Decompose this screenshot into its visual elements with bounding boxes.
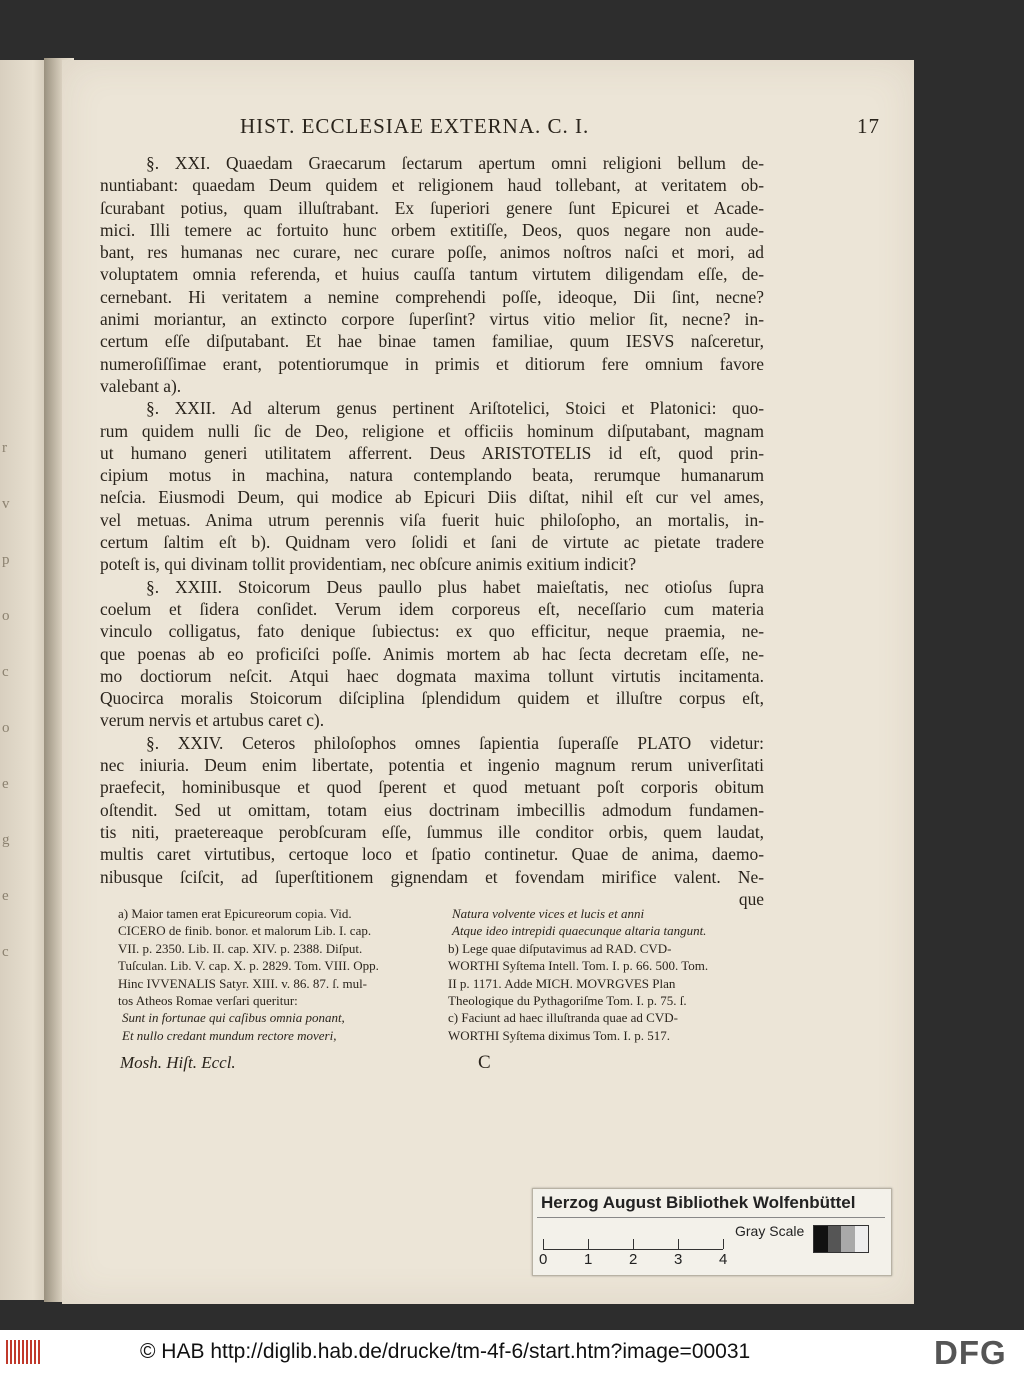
ruler-tick bbox=[723, 1239, 724, 1249]
footnote-line: CICERO de finib. bonor. et malorum Lib. I. cap. bbox=[118, 923, 372, 939]
library-name: Herzog August Bibliothek Wolfenbüttel bbox=[541, 1193, 856, 1212]
footnote-line: II p. 1171. Adde MICH. MOVRGVES Plan bbox=[448, 975, 676, 991]
text-line: ſcurabant potius, quam illuſtrabant. Ex ſuperiori genere ſunt Epicurei et Acade- bbox=[100, 197, 764, 218]
viewer-footer bbox=[0, 1330, 1024, 1374]
footnote-line: a) Maior tamen erat Epicureorum copia. Vid. bbox=[118, 906, 352, 921]
main-text bbox=[100, 152, 764, 910]
edge-letter: v bbox=[2, 496, 10, 512]
text-line: que poenas ab eo proficiſci poſſe. Animis mortem ab hac ſecta decretam eſſe, ne- bbox=[100, 643, 764, 664]
gray-swatch bbox=[814, 1226, 828, 1252]
facing-page-letters bbox=[2, 420, 22, 980]
footnote-line: Natura volvente vices et lucis et anni bbox=[452, 906, 645, 921]
ruler-tick bbox=[633, 1239, 634, 1249]
ruler-label: 1 bbox=[584, 1251, 593, 1268]
ruler-tick bbox=[543, 1239, 544, 1249]
edge-letter: e bbox=[2, 888, 9, 904]
edge-letter: p bbox=[2, 552, 10, 568]
ruler-tick bbox=[678, 1239, 679, 1249]
text-line: cernebant. Hi veritatem a nemine comprehendi poſſe, ideoque, Dii ſint, necne? bbox=[100, 286, 764, 307]
ruler-label: 0 bbox=[539, 1251, 548, 1268]
card-divider bbox=[537, 1217, 885, 1218]
text-line: vel metuas. Anima utrum perennis viſa fuerit huic philoſopho, an mortalis, in- bbox=[100, 509, 764, 530]
text-line: voluptatem omnia referenda, et huius cauſſa tantum virtutem diligendam eſſe, de- bbox=[100, 264, 764, 285]
text-line: tis niti, praetereaque perobſcuram eſſe, ſummus ille conditor orbis, quem laudat, bbox=[100, 821, 764, 842]
ruler-label: 3 bbox=[674, 1251, 683, 1268]
edge-letter: o bbox=[2, 720, 10, 736]
edge-letter: c bbox=[2, 664, 9, 680]
text-line: nec iniuria. Deum enim libertate, potentia et ingenio magnum rerum univerſitati bbox=[100, 755, 764, 776]
text-line: bant, res humanas nec curare, nec curare poſſe, animos noſtros naſci et mori, ad bbox=[100, 242, 764, 263]
ruler-label: 2 bbox=[629, 1251, 638, 1268]
text-line: nuntiabant: quaedam Deum quidem et religionem haud tollebant, at veritatem ob- bbox=[100, 175, 764, 196]
signature-mark: C bbox=[478, 1052, 491, 1073]
footnote-line: WORTHI Syſtema diximus Tom. I. p. 517. bbox=[448, 1027, 670, 1043]
hab-logo-icon bbox=[6, 1340, 40, 1364]
text-line: animi moriantur, an extincto corpore ſuperſint? virtus vitio melior ſit, necne? in- bbox=[100, 309, 764, 330]
text-line: ut humano generi utilitatem afferrent. Deus ARISTOTELIS id eſt, quod prin- bbox=[100, 442, 764, 463]
text-line: certum ſaltim eſt b). Quidnam vero ſolidi et ſani de virtute ac pietate tradere bbox=[100, 532, 764, 553]
footnote-line: c) Faciunt ad haec illuſtranda quae ad CVD- bbox=[448, 1010, 678, 1026]
edge-letter: g bbox=[2, 832, 10, 848]
gray-swatch bbox=[855, 1226, 869, 1252]
gray-swatch bbox=[828, 1226, 842, 1252]
footnote-line: b) Lege quae diſputavimus ad RAD. CVD- bbox=[448, 940, 672, 956]
edge-letter: e bbox=[2, 776, 9, 792]
text-line: mici. Illi temere ac fortuito hunc orbem extitiſſe, Deos, quos negare non aude- bbox=[100, 219, 764, 240]
text-line: poteſt is, qui divinam tollit providentiam, nec obſcure animis exitium indicit? bbox=[100, 554, 637, 575]
footnote-line: Atque ideo intrepidi quaecunque altaria tangunt. bbox=[452, 923, 707, 939]
text-line: nibusque ſciſcit, ad ſuperſtitionem gignendam et fovendam mirifice valent. Ne- bbox=[100, 866, 764, 887]
edge-letter: o bbox=[2, 608, 10, 624]
text-line: vinculo colligatus, fato denique ſubiectus: ex quo efficitur, neque praemia, ne- bbox=[100, 621, 764, 642]
text-line: §. XXIV. Ceteros philoſophos omnes ſapientia ſuperaſſe PLATO videtur: bbox=[146, 732, 764, 753]
footnote-line: Tuſculan. Lib. V. cap. X. p. 2829. Tom. VIII. Opp. bbox=[118, 958, 379, 974]
footnote-line: Hinc IVVENALIS Satyr. XIII. v. 86. 87. ſ. mul- bbox=[118, 975, 368, 991]
running-header bbox=[240, 114, 880, 144]
footnote-line: Sunt in fortunae qui caſibus omnia ponant, bbox=[122, 1010, 345, 1026]
text-line: que bbox=[738, 888, 764, 909]
book-page bbox=[62, 60, 914, 1304]
footnotes-right-column bbox=[448, 905, 768, 1044]
gray-scale-swatch bbox=[813, 1225, 869, 1253]
text-line: multis caret virtutibus, certoque loco et ſpatio continetur. Quae de anima, daemo- bbox=[100, 844, 764, 865]
running-title: HIST. ECCLESIAE EXTERNA. C. I. bbox=[240, 114, 590, 138]
footnotes-left-column bbox=[118, 905, 438, 1044]
text-line: neſcia. Eiusmodi Deum, qui modice ab Epicuri Diis diſtat, nihil eſt cur vel ames, bbox=[100, 487, 764, 508]
text-line: numeroſiſſimae erant, potentiorumque in primis et ditiorum fere omnium favore bbox=[100, 353, 764, 374]
text-line: coelum et ſidera conſidet. Verum idem corporeus eſt, neceſſario cum materia bbox=[100, 598, 764, 619]
footnote-line: tos Atheos Romae verſari queritur: bbox=[118, 993, 298, 1009]
ruler-label: 4 bbox=[719, 1251, 728, 1268]
text-line: Quocirca moralis Stoicorum diſciplina ſplendidum quidem et illuſtre corpus eſt, bbox=[100, 688, 764, 709]
text-line: oſtendit. Sed ut omittam, totam eius doctrinam imbecillis admodum fundamen- bbox=[100, 799, 764, 820]
gray-scale-label: Gray Scale bbox=[735, 1223, 805, 1239]
text-line: rum quidem nulli ſic de Deo, religione et officiis hominum diſputabant, magnam bbox=[100, 420, 764, 441]
edge-letter: r bbox=[2, 440, 7, 456]
footnote-line: WORTHI Syſtema Intell. Tom. I. p. 66. 500. Tom. bbox=[448, 958, 709, 974]
gray-swatch bbox=[841, 1226, 855, 1252]
text-line: mo doctiorum neſcit. Atqui haec dogmata maxima tollunt virtutis incitamenta. bbox=[100, 665, 764, 686]
text-line: verum nervis et artubus caret c). bbox=[100, 710, 325, 731]
text-line: valebant a). bbox=[100, 375, 182, 396]
text-line: cipium motus in machina, natura contemplando beata, rerumque humanarum bbox=[100, 465, 764, 486]
footnotes bbox=[118, 905, 778, 1045]
page-number: 17 bbox=[857, 114, 880, 138]
ruler-tick bbox=[588, 1239, 589, 1249]
text-line: §. XXIII. Stoicorum Deus paullo plus habet maieſtatis, nec otioſus ſupra bbox=[146, 576, 764, 597]
footnote-line: Et nullo credant mundum rectore moveri, bbox=[122, 1027, 337, 1043]
text-line: praefecit, hominibusque et quod ſperent et quod metuant poſt corporis obitum bbox=[100, 777, 764, 798]
library-color-scale-card bbox=[532, 1188, 892, 1276]
footnote-line: Theologique du Pythagoriſme Tom. I. p. 75. ſ. bbox=[448, 993, 687, 1009]
printer-signature: Mosh. Hiſt. Eccl. bbox=[120, 1053, 236, 1072]
text-line: §. XXI. Quaedam Graecarum ſectarum apertum omni religioni bellum de- bbox=[146, 153, 764, 173]
footnote-line: VII. p. 2350. Lib. II. cap. XIV. p. 2388. Diſput. bbox=[118, 940, 363, 956]
text-line: §. XXII. Ad alterum genus pertinent Ariſtotelici, Stoici et Platonici: quo- bbox=[146, 398, 764, 419]
ruler-scale bbox=[543, 1227, 723, 1250]
text-line: certum eſſe diſputabant. Et hae binae tamen familiae, quum IESVS naſceretur, bbox=[100, 331, 764, 352]
source-url[interactable]: © HAB http://diglib.hab.de/drucke/tm-4f-6/start.htm?image=00031 bbox=[140, 1340, 751, 1363]
dfg-logo: DFG bbox=[934, 1334, 1007, 1371]
edge-letter: c bbox=[2, 944, 9, 960]
